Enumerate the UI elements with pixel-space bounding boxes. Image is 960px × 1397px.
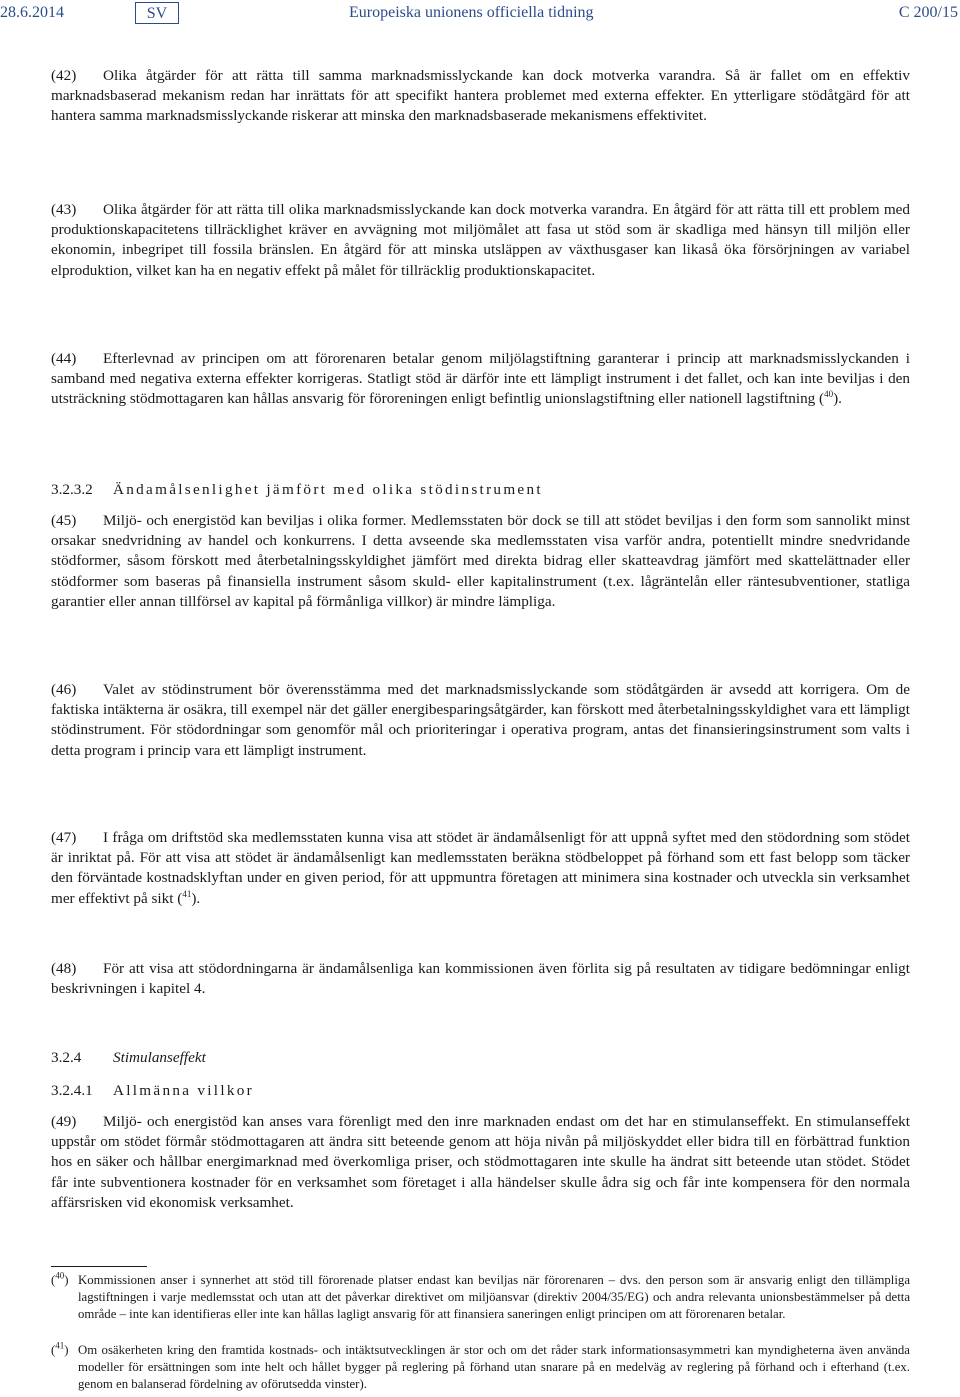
paragraph-text: Olika åtgärder för att rätta till olika marknadsmisslyckande kan dock motverka varandra. En åtgärd för att rätta till ett problem med produktionskapacitetens tillräcklighet kräver en avvägning mot miljömålet att fasa ut stöd som är skadliga med hänsyn till miljön eller ekonomin, inbegripet till fossila bränslen. En åtgärd för att minska utsläppen av växthusgaser kan likaså öka försörjningen av variabel elproduktion, vilket kan ha en negativ effekt på målet för tillräcklig produktionskapacitet. bbox=[51, 201, 910, 279]
journal-reference: C 200/15 bbox=[898, 4, 958, 21]
paragraph-text: För att visa att stödordningarna är ändamålsenliga kan kommissionen även förlita sig på resultaten av tidigare bedömningar enligt beskrivningen i kapitel 4. bbox=[51, 960, 910, 998]
publication-date: 28.6.2014 bbox=[0, 4, 64, 21]
paragraph-45 bbox=[51, 511, 910, 612]
section-heading-3-2-4 bbox=[51, 1048, 206, 1068]
paragraph-text: Miljö- och energistöd kan beviljas i olika former. Medlemsstaten bör dock se till att stödet beviljas i den form som sannolikt minst orsakar snedvridning av handel och konkurrens. I detta avseende ska medlemsstaten visa varför andra, potentiellt mindre snedvridande stödformer, såsom förskott med återbetalningsskyldighet jämfört med direkta bidrag eller skatteavdrag jämfört med skattelättnader eller stödformer som baseras på finansiella instrument såsom skuld- eller kapitalinstrument (t.ex. lågräntelån eller räntesubventioner, statliga garantier eller annan tillförsel av kapital på förmånliga villkor) är mindre lämpliga. bbox=[51, 512, 910, 610]
paragraph-49 bbox=[51, 1112, 910, 1213]
footnote-ref-41[interactable]: 41 bbox=[182, 888, 192, 899]
paragraph-number: (47) bbox=[51, 829, 77, 846]
journal-title: Europeiska unionens officiella tidning bbox=[349, 4, 594, 21]
paragraph-text: Valet av stödinstrument bör överensstämma med det marknadsmisslyckande som stödåtgärden är avsedd att korrigera. Om de faktiska intäkterna är osäkra, till exempel när det gäller energibesparingsåtgärder, kan förskott med återbetalningsskyldighet vara ett lämpligt stödinstrument. För stödordningar som genomför mål och prioriteringar i operativa program, antas det finansieringsinstrument som valts i detta program i princip vara ett lämpligt instrument. bbox=[51, 681, 910, 759]
paragraph-tail: ). bbox=[833, 390, 842, 408]
paragraph-number: (49) bbox=[51, 1113, 77, 1130]
section-title: Ändamålsenlighet jämfört med olika stödinstrument bbox=[113, 481, 543, 498]
paragraph-number: (48) bbox=[51, 960, 77, 977]
footnote-ref-40[interactable]: 40 bbox=[824, 389, 834, 400]
paragraph-46 bbox=[51, 680, 910, 761]
paragraph-48 bbox=[51, 959, 910, 999]
paragraph-tail: ). bbox=[191, 889, 201, 907]
page-header bbox=[0, 0, 960, 30]
paragraph-43 bbox=[51, 200, 910, 281]
section-number: 3.2.4.1 bbox=[51, 1082, 93, 1099]
paragraph-47 bbox=[51, 828, 910, 909]
section-heading-3-2-3-2 bbox=[51, 480, 543, 500]
footnote-number: ($^{40}$) bbox=[51, 1270, 69, 1287]
paragraph-number: (46) bbox=[51, 681, 77, 698]
paragraph-44 bbox=[51, 349, 910, 410]
paragraph-text: Efterlevnad av principen om att förorenaren betalar genom miljölagstiftning garanterar i princip att marknadsmisslyckanden i samband med negativa externa effekter korrigeras. Statligt stöd är därför inte ett lämpligt instrument i det fallet, och kan inte beviljas i den utsträckning stödmottagaren kan hållas ansvarig för föroreningen enligt befintlig unionslagstiftning eller nationell lagstiftning ( bbox=[51, 350, 910, 408]
section-number: 3.2.4 bbox=[51, 1049, 82, 1066]
section-number: 3.2.3.2 bbox=[51, 481, 93, 498]
paragraph-number: (45) bbox=[51, 512, 77, 529]
footnote-divider bbox=[51, 1266, 147, 1267]
paragraph-text: I fråga om driftstöd ska medlemsstaten kunna visa att stödet är ändamålsenligt för att uppnå syftet med den stödordning som stödet är inriktat på. För att visa att stödet är ändamålsenligt kan medlemsstaten beräkna stödbeloppet på förhand som ett fast belopp som täcker den förväntade kostnadsklyftan under en given period, för att uppmuntra företagen att minimera sina kostnader och utveckla sin verksamhet mer effektivt på sikt ( bbox=[51, 829, 910, 907]
footnote-40 bbox=[51, 1272, 910, 1323]
footnote-41 bbox=[51, 1342, 910, 1393]
paragraph-text: Olika åtgärder för att rätta till samma marknadsmisslyckande kan dock motverka varandra. Så är fallet om en effektiv marknadsbaserad mekanism redan har inrättats för att specifikt hantera problemet med externa effekter. En ytterligare stödåtgärd för att hantera samma marknadsmisslyckande riskerar att minska den marknadsbaserade mekanismens effektivitet. bbox=[51, 67, 910, 125]
paragraph-42 bbox=[51, 66, 910, 127]
language-badge: SV bbox=[135, 2, 179, 24]
footnote-text: Kommissionen anser i synnerhet att stöd till förorenade platser endast kan beviljas när förorenaren – dvs. den person som är ansvarig enligt den tillämpliga lagstiftningen i varje medlemsstat och utan att det påverkar direktivet om miljöansvar (direktiv 2004/35/EG) och andra relevanta unionsbestämmelser på detta område – inte kan identifieras eller inte kan hållas lagligt ansvarig för att finansiera saneringen enligt principen om att förorenaren betalar. bbox=[78, 1273, 910, 1321]
section-title: Allmänna villkor bbox=[113, 1082, 254, 1099]
section-title: Stimulanseffekt bbox=[113, 1049, 206, 1066]
section-heading-3-2-4-1 bbox=[51, 1081, 254, 1101]
paragraph-text: Miljö- och energistöd kan anses vara förenligt med den inre marknaden endast om det har en stimulanseffekt. En stimulanseffekt uppstår om stödet förmår stödmottagaren att ändra sitt beteende genom att höja nivån på miljöskyddet eller bidra till en förbättrad funktion hos en säker och hållbar energimarknad med överkomliga priser, och stödmottagaren inte skulle ha ändrat sitt beteende utan stödet. Stödet får inte subventionera kostnader för en verksamhet som företaget i alla händelser skulle ådra sig och får inte kompensera för den normala affärsrisken vid ekonomisk verksamhet. bbox=[51, 1113, 910, 1211]
paragraph-number: (44) bbox=[51, 350, 77, 367]
footnote-number: ($^{41}$) bbox=[51, 1340, 69, 1357]
paragraph-number: (43) bbox=[51, 201, 77, 218]
footnote-text: Om osäkerheten kring den framtida kostnads- och intäktsutvecklingen är stor och om det råder stark informationsasymmetri kan myndigheterna även använda modeller för ersättningen som inte helt och hållet bygger på reglering på förhand utan snarare på en medelväg av reglering på förhand och i efterhand (t.ex. genom en balanserad fördelning av oförutsedda vinster). bbox=[78, 1343, 910, 1391]
paragraph-number: (42) bbox=[51, 67, 77, 84]
